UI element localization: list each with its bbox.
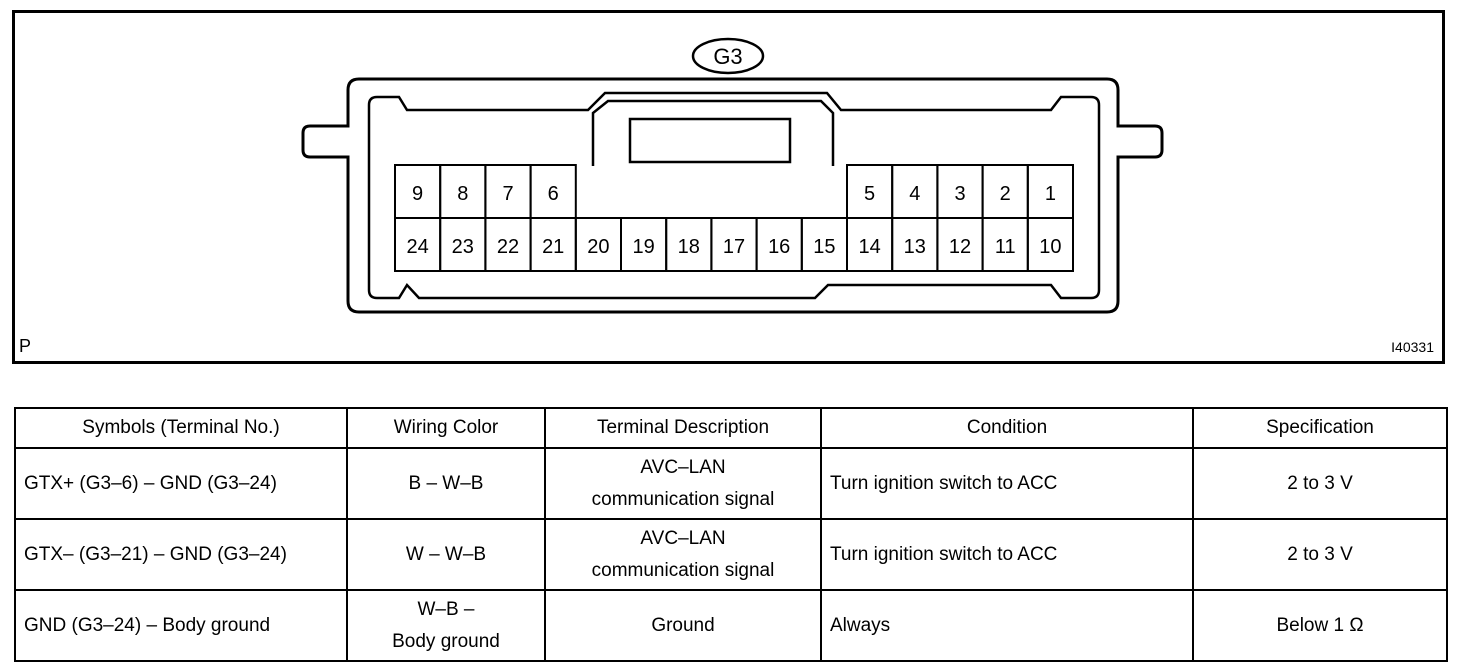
pin-bottom-label: 21 (542, 236, 565, 258)
pin-grid (395, 165, 1073, 271)
pin-top-label: 2 (999, 183, 1011, 205)
cell-symbols: GTX+ (G3–6) – GND (G3–24) (15, 448, 347, 519)
cell-specification: 2 to 3 V (1193, 448, 1447, 519)
pin-bottom-label: 14 (858, 236, 881, 258)
cell-specification: 2 to 3 V (1193, 519, 1447, 590)
terminal-spec-table (14, 407, 1448, 662)
figure-corner-label-left: P (19, 336, 32, 356)
description-line-2: communication signal (591, 488, 775, 510)
header-wiring-color: Wiring Color (347, 408, 545, 448)
pin-bottom-label: 12 (948, 236, 972, 258)
pin-bottom-label: 16 (768, 236, 791, 258)
cell-wiring-color (347, 590, 545, 661)
description-line-2: communication signal (591, 559, 775, 581)
table-row (15, 448, 1447, 519)
connector-id-label: G3 (713, 44, 743, 69)
figure-code-label: I40331 (1391, 339, 1434, 355)
wiring-line-2: Body ground (392, 630, 500, 652)
cell-condition: Turn ignition switch to ACC (821, 448, 1193, 519)
cell-symbols: GND (G3–24) – Body ground (15, 590, 347, 661)
cell-terminal-description (545, 519, 821, 590)
pin-bottom-label: 13 (903, 236, 926, 258)
pin-top-label: 5 (864, 183, 876, 205)
cell-terminal-description (545, 448, 821, 519)
connector-diagram (15, 13, 1442, 361)
connector-housing-inner (369, 93, 1099, 298)
header-terminal-description: Terminal Description (545, 408, 821, 448)
pin-bottom-label: 17 (722, 236, 746, 258)
connector-figure (12, 10, 1445, 364)
wiring-line-1: W–B – (417, 598, 475, 620)
cell-wiring-color: B – W–B (347, 448, 545, 519)
pin-top-label: 3 (954, 183, 966, 205)
header-specification: Specification (1193, 408, 1447, 448)
pin-bottom-label: 23 (451, 236, 474, 258)
description-line-1: AVC–LAN (640, 527, 726, 549)
pin-bottom-label: 20 (587, 236, 610, 258)
pin-top-label: 4 (909, 183, 921, 205)
pin-bottom-label: 15 (813, 236, 836, 258)
pin-bottom-label: 11 (994, 236, 1016, 258)
pin-top-label: 6 (547, 183, 559, 205)
table-header-row (15, 408, 1447, 448)
header-symbols: Symbols (Terminal No.) (15, 408, 347, 448)
pin-top-label: 9 (412, 183, 424, 205)
pin-top-label: 7 (502, 183, 514, 205)
cell-terminal-description: Ground (545, 590, 821, 661)
connector-lock-window (630, 119, 790, 162)
header-condition: Condition (821, 408, 1193, 448)
connector-housing-outer (303, 79, 1162, 312)
pin-bottom-label: 19 (632, 236, 655, 258)
pin-bottom-label: 22 (496, 236, 520, 258)
pin-bottom-label: 24 (406, 236, 429, 258)
cell-specification: Below 1 Ω (1193, 590, 1447, 661)
cell-wiring-color: W – W–B (347, 519, 545, 590)
description-line-1: AVC–LAN (640, 456, 726, 478)
cell-symbols: GTX– (G3–21) – GND (G3–24) (15, 519, 347, 590)
pin-bottom-label: 10 (1039, 236, 1062, 258)
pin-bottom-label: 18 (677, 236, 700, 258)
pin-top-label: 1 (1044, 183, 1056, 205)
pin-top-label: 8 (457, 183, 469, 205)
cell-condition: Turn ignition switch to ACC (821, 519, 1193, 590)
cell-condition: Always (821, 590, 1193, 661)
table-row (15, 519, 1447, 590)
table-row (15, 590, 1447, 661)
